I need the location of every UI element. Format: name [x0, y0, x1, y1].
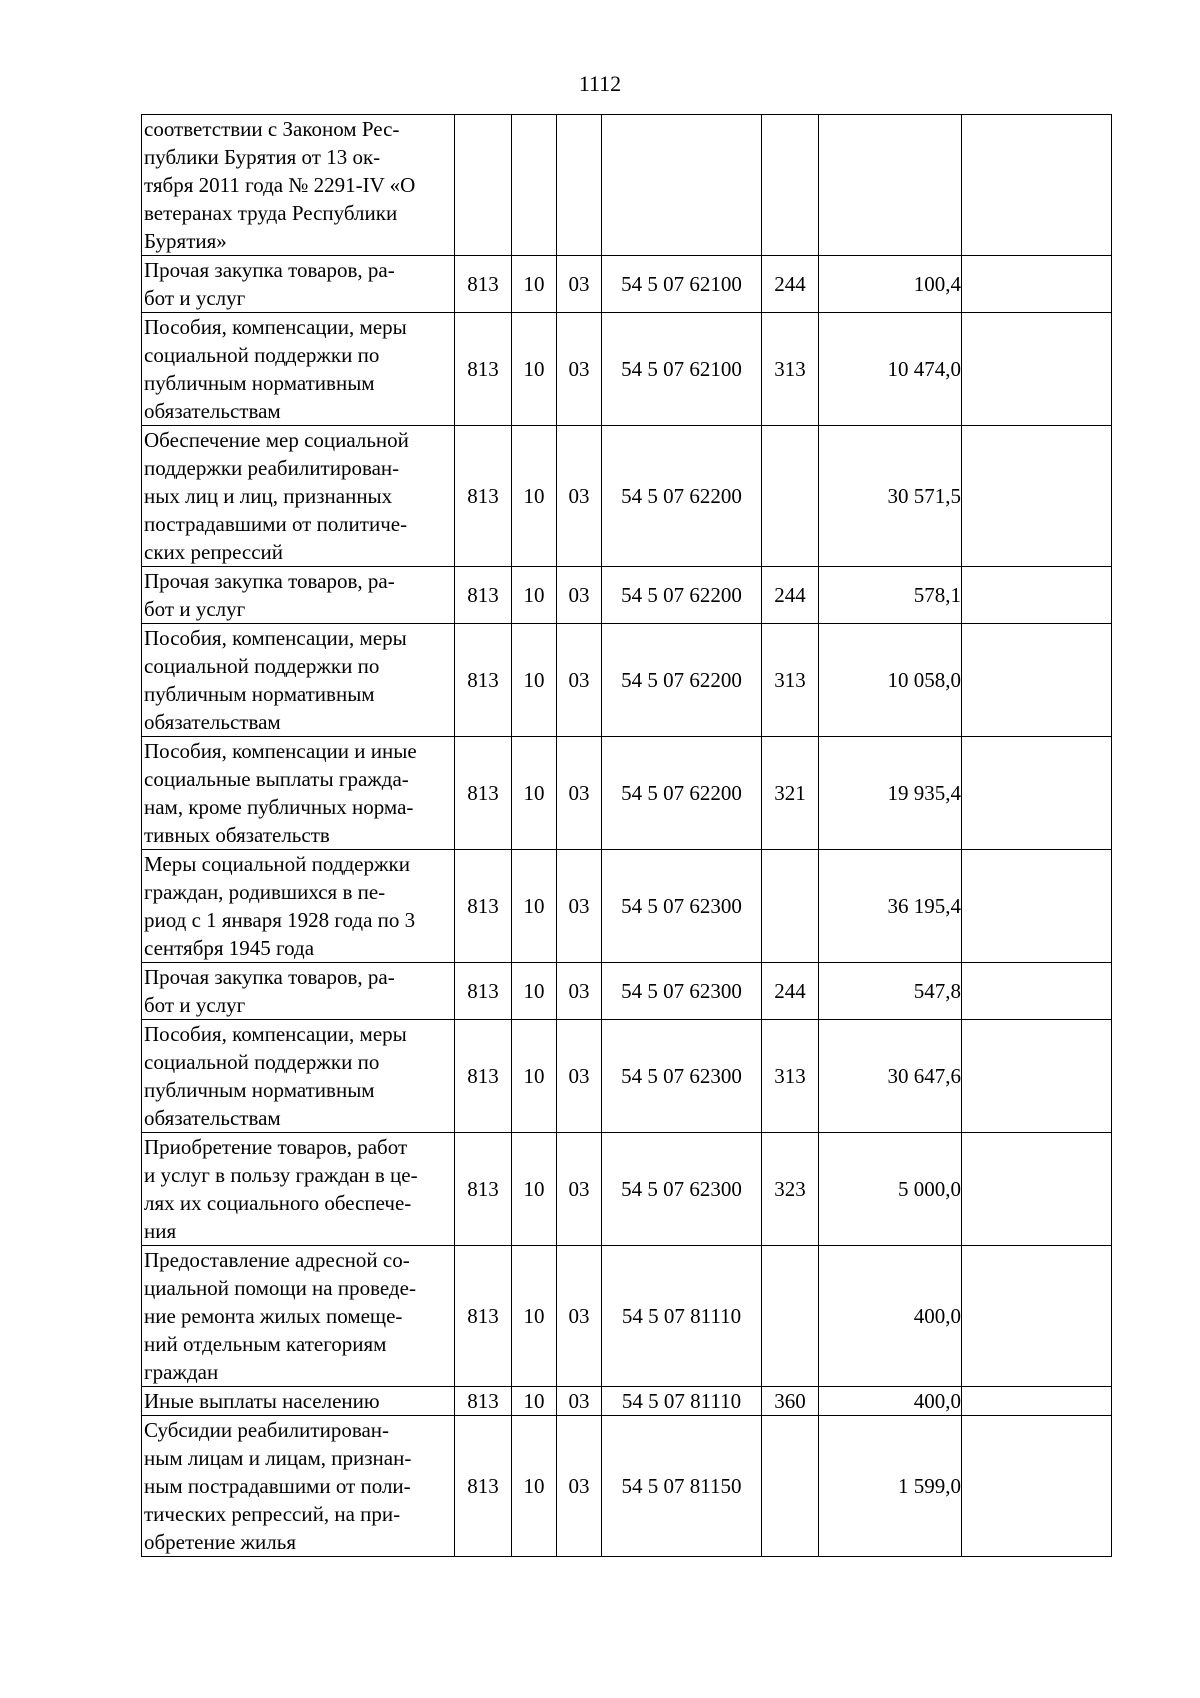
expense-type-code-cell: 323	[762, 1133, 819, 1246]
description-line: социальной поддержки по	[144, 1050, 380, 1074]
empty-cell	[962, 737, 1112, 850]
target-article-code-cell	[602, 115, 762, 256]
ministry-code-cell: 813	[455, 1387, 512, 1416]
table-row	[142, 1387, 1112, 1416]
page-number: 1112	[578, 71, 622, 96]
description-line: бот и услуг	[144, 286, 246, 310]
target-article-code-cell: 54 5 07 62300	[602, 1133, 762, 1246]
ministry-code-cell: 813	[455, 313, 512, 426]
target-article-code-cell: 54 5 07 62100	[602, 256, 762, 313]
empty-cell	[962, 1416, 1112, 1557]
description-line: публичным нормативным	[144, 1078, 375, 1102]
empty-cell	[962, 624, 1112, 737]
empty-cell	[962, 1387, 1112, 1416]
description-line: и услуг в пользу граждан в це-	[144, 1163, 418, 1187]
subsection-code-cell: 03	[557, 963, 602, 1020]
description-line: бот и услуг	[144, 993, 246, 1017]
subsection-code-cell: 03	[557, 1133, 602, 1246]
ministry-code-cell: 813	[455, 850, 512, 963]
ministry-code-cell: 813	[455, 1246, 512, 1387]
expense-type-code-cell: 313	[762, 313, 819, 426]
description-line: обязательствам	[144, 399, 281, 423]
subsection-code-cell: 03	[557, 567, 602, 624]
description-line: Пособия, компенсации и иные	[144, 739, 417, 763]
description-line: лях их социального обеспече-	[144, 1191, 412, 1215]
ministry-code-cell: 813	[455, 1416, 512, 1557]
table-row	[142, 1020, 1112, 1133]
amount-cell: 547,8	[819, 963, 962, 1020]
description-line: нам, кроме публичных норма-	[144, 795, 414, 819]
description-line: Меры социальной поддержки	[144, 852, 410, 876]
ministry-code-cell: 813	[455, 1133, 512, 1246]
description-line: Обеспечение мер социальной	[144, 428, 409, 452]
amount-cell: 100,4	[819, 256, 962, 313]
description-line: Пособия, компенсации, меры	[144, 626, 407, 650]
expense-type-code-cell: 360	[762, 1387, 819, 1416]
ministry-code-cell: 813	[455, 963, 512, 1020]
table-row	[142, 426, 1112, 567]
description-line: Пособия, компенсации, меры	[144, 315, 407, 339]
expense-type-code-cell	[762, 1416, 819, 1557]
ministry-code-cell: 813	[455, 737, 512, 850]
amount-cell: 578,1	[819, 567, 962, 624]
description-line: сентября 1945 года	[144, 936, 315, 960]
description-line: ние ремонта жилых помеще-	[144, 1304, 403, 1328]
target-article-code-cell: 54 5 07 62200	[602, 737, 762, 850]
description-line: риод с 1 января 1928 года по 3	[144, 908, 416, 932]
description-cell	[142, 963, 455, 1020]
description-cell	[142, 256, 455, 313]
section-code-cell: 10	[512, 1246, 557, 1387]
description-cell	[142, 567, 455, 624]
description-cell	[142, 737, 455, 850]
description-line: ных лиц и лиц, признанных	[144, 484, 393, 508]
description-line: обязательствам	[144, 1106, 281, 1130]
expense-type-code-cell: 244	[762, 256, 819, 313]
description-line: циальной помощи на проведе-	[144, 1276, 416, 1300]
table-row	[142, 850, 1112, 963]
empty-cell	[962, 850, 1112, 963]
expense-type-code-cell	[762, 426, 819, 567]
expense-type-code-cell	[762, 1246, 819, 1387]
description-line: граждан	[144, 1360, 219, 1384]
target-article-code-cell: 54 5 07 62200	[602, 567, 762, 624]
subsection-code-cell: 03	[557, 256, 602, 313]
ministry-code-cell: 813	[455, 1020, 512, 1133]
description-line: публики Бурятия от 13 ок-	[144, 145, 381, 169]
description-line: соответствии с Законом Рес-	[144, 117, 400, 141]
section-code-cell: 10	[512, 426, 557, 567]
description-line: тября 2011 года № 2291-IV «О	[144, 173, 416, 197]
section-code-cell: 10	[512, 1020, 557, 1133]
description-line: социальные выплаты гражда-	[144, 767, 409, 791]
subsection-code-cell: 03	[557, 737, 602, 850]
section-code-cell: 10	[512, 963, 557, 1020]
description-cell	[142, 624, 455, 737]
empty-cell	[962, 1020, 1112, 1133]
description-cell	[142, 426, 455, 567]
description-cell	[142, 1020, 455, 1133]
subsection-code-cell: 03	[557, 1020, 602, 1133]
subsection-code-cell	[557, 115, 602, 256]
table-row	[142, 963, 1112, 1020]
description-line: пострадавшими от политиче-	[144, 512, 408, 536]
empty-cell	[962, 963, 1112, 1020]
description-line: ным пострадавшими от поли-	[144, 1474, 411, 1498]
table-row	[142, 115, 1112, 256]
target-article-code-cell: 54 5 07 62200	[602, 426, 762, 567]
amount-cell: 1 599,0	[819, 1416, 962, 1557]
amount-cell	[819, 115, 962, 256]
target-article-code-cell: 54 5 07 62300	[602, 963, 762, 1020]
table-row	[142, 313, 1112, 426]
ministry-code-cell: 813	[455, 426, 512, 567]
expense-type-code-cell	[762, 115, 819, 256]
description-line: тических репрессий, на при-	[144, 1502, 401, 1526]
description-cell	[142, 850, 455, 963]
empty-cell	[962, 426, 1112, 567]
description-line: ным лицам и лицам, признан-	[144, 1446, 412, 1470]
table-row	[142, 1416, 1112, 1557]
budget-table	[141, 114, 1112, 1557]
description-line: Бурятия»	[144, 229, 227, 253]
target-article-code-cell: 54 5 07 81110	[602, 1387, 762, 1416]
description-line: ских репрессий	[144, 540, 284, 564]
description-line: поддержки реабилитирован-	[144, 456, 400, 480]
ministry-code-cell: 813	[455, 567, 512, 624]
expense-type-code-cell: 313	[762, 624, 819, 737]
description-line: ния	[144, 1219, 177, 1243]
ministry-code-cell: 813	[455, 256, 512, 313]
section-code-cell: 10	[512, 313, 557, 426]
description-cell	[142, 115, 455, 256]
description-cell	[142, 1416, 455, 1557]
description-line: ветеранах труда Республики	[144, 201, 398, 225]
table-row	[142, 256, 1112, 313]
expense-type-code-cell: 321	[762, 737, 819, 850]
section-code-cell: 10	[512, 1416, 557, 1557]
description-line: социальной поддержки по	[144, 343, 380, 367]
target-article-code-cell: 54 5 07 81110	[602, 1246, 762, 1387]
table-row	[142, 737, 1112, 850]
table-row	[142, 1246, 1112, 1387]
section-code-cell: 10	[512, 567, 557, 624]
table-body	[142, 115, 1112, 1557]
target-article-code-cell: 54 5 07 81150	[602, 1416, 762, 1557]
description-line: Прочая закупка товаров, ра-	[144, 569, 395, 593]
description-line: бот и услуг	[144, 597, 246, 621]
empty-cell	[962, 567, 1112, 624]
table-row	[142, 567, 1112, 624]
subsection-code-cell: 03	[557, 624, 602, 737]
empty-cell	[962, 115, 1112, 256]
description-line: Пособия, компенсации, меры	[144, 1022, 407, 1046]
target-article-code-cell: 54 5 07 62100	[602, 313, 762, 426]
subsection-code-cell: 03	[557, 850, 602, 963]
description-line: Иные выплаты населению	[144, 1389, 380, 1413]
description-cell	[142, 1133, 455, 1246]
description-line: тивных обязательств	[144, 823, 330, 847]
empty-cell	[962, 313, 1112, 426]
amount-cell: 5 000,0	[819, 1133, 962, 1246]
expense-type-code-cell: 313	[762, 1020, 819, 1133]
description-line: обретение жилья	[144, 1530, 297, 1554]
target-article-code-cell: 54 5 07 62300	[602, 1020, 762, 1133]
section-code-cell: 10	[512, 737, 557, 850]
subsection-code-cell: 03	[557, 426, 602, 567]
expense-type-code-cell: 244	[762, 567, 819, 624]
section-code-cell	[512, 115, 557, 256]
ministry-code-cell: 813	[455, 624, 512, 737]
description-line: Прочая закупка товаров, ра-	[144, 258, 395, 282]
section-code-cell: 10	[512, 1133, 557, 1246]
amount-cell: 30 647,6	[819, 1020, 962, 1133]
target-article-code-cell: 54 5 07 62200	[602, 624, 762, 737]
amount-cell: 19 935,4	[819, 737, 962, 850]
description-line: публичным нормативным	[144, 371, 375, 395]
description-cell	[142, 1387, 455, 1416]
amount-cell: 400,0	[819, 1387, 962, 1416]
target-article-code-cell: 54 5 07 62300	[602, 850, 762, 963]
description-cell	[142, 313, 455, 426]
subsection-code-cell: 03	[557, 1387, 602, 1416]
empty-cell	[962, 256, 1112, 313]
section-code-cell: 10	[512, 624, 557, 737]
amount-cell: 10 474,0	[819, 313, 962, 426]
description-line: социальной поддержки по	[144, 654, 380, 678]
description-cell	[142, 1246, 455, 1387]
subsection-code-cell: 03	[557, 1246, 602, 1387]
subsection-code-cell: 03	[557, 313, 602, 426]
subsection-code-cell: 03	[557, 1416, 602, 1557]
amount-cell: 30 571,5	[819, 426, 962, 567]
description-line: граждан, родившихся в пе-	[144, 880, 386, 904]
description-line: ний отдельным категориям	[144, 1332, 387, 1356]
description-line: обязательствам	[144, 710, 281, 734]
table-row	[142, 1133, 1112, 1246]
section-code-cell: 10	[512, 256, 557, 313]
description-line: Субсидии реабилитирован-	[144, 1418, 390, 1442]
section-code-cell: 10	[512, 1387, 557, 1416]
table-row	[142, 624, 1112, 737]
description-line: Предоставление адресной со-	[144, 1248, 410, 1272]
description-line: публичным нормативным	[144, 682, 375, 706]
amount-cell: 36 195,4	[819, 850, 962, 963]
expense-type-code-cell: 244	[762, 963, 819, 1020]
empty-cell	[962, 1133, 1112, 1246]
description-line: Прочая закупка товаров, ра-	[144, 965, 395, 989]
amount-cell: 10 058,0	[819, 624, 962, 737]
description-line: Приобретение товаров, работ	[144, 1135, 408, 1159]
ministry-code-cell	[455, 115, 512, 256]
section-code-cell: 10	[512, 850, 557, 963]
amount-cell: 400,0	[819, 1246, 962, 1387]
expense-type-code-cell	[762, 850, 819, 963]
empty-cell	[962, 1246, 1112, 1387]
